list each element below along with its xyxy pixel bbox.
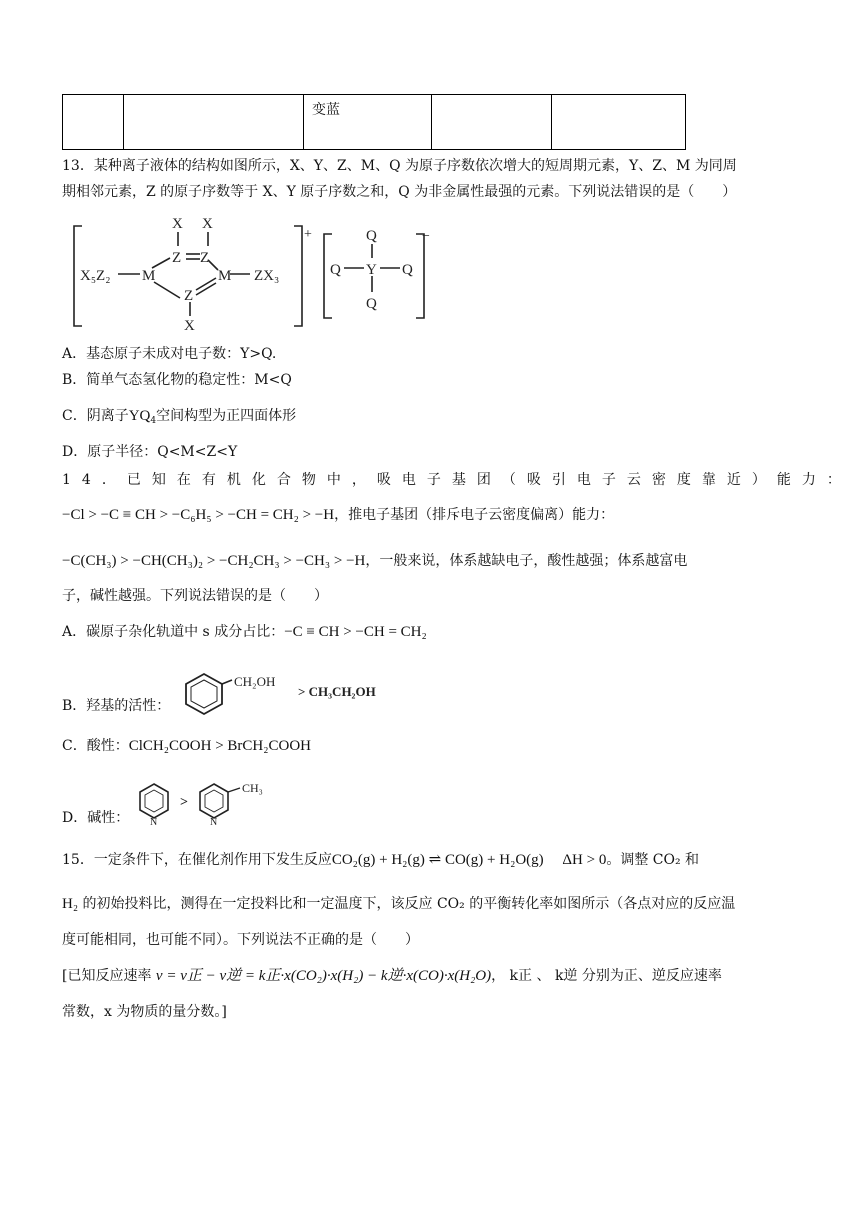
q15-stem-line2 (62, 894, 735, 914)
q13-option-c-formula: YQ (128, 408, 151, 424)
q15-line4-text: [已知反应速率 (62, 968, 156, 984)
q13-stem-line2: 期相邻元素，Z 的原子序数等于 X、Y 原子序数之和，Q 为非金属性最强的元素。下列说法错误的是（ ） (62, 184, 737, 200)
svg-text:> CH₃CH₂OH: > CH₃CH₂OH (298, 684, 376, 699)
svg-text:ZX₃: ZX₃ (254, 268, 280, 284)
svg-text:X: X (184, 318, 195, 334)
q15-rate-equation: v = v正 − v逆 = k正·x(CO₂)·x(H₂) − k逆·x(CO)·x(H₂O) (155, 968, 492, 984)
svg-text:Q: Q (366, 228, 377, 244)
q14-option-c-label: C．酸性： (62, 738, 129, 754)
q14-line3-text: ，一般来说，体系越缺电子，酸性越强；体系越富电 (365, 553, 688, 569)
svg-text:X₅Z₂: X₅Z₂ (80, 268, 111, 284)
q14-stem-line3 (62, 551, 687, 571)
q13-option-c-text: 空间构型为正四面体形 (156, 408, 297, 424)
svg-text:−: − (422, 229, 430, 244)
q15-reaction-equation: CO₂(g) + H₂(g) ⇌ CO(g) + H₂O(g) ΔH > 0 (331, 852, 607, 868)
q15-stem-line4 (62, 966, 722, 986)
q13-option-c-subscript: 4 (150, 416, 157, 426)
anion-bracket-right (416, 234, 424, 318)
q13-ionic-liquid-structure-figure (68, 210, 438, 336)
svg-text:N: N (210, 817, 218, 826)
svg-text:Z: Z (184, 288, 194, 304)
svg-text:M: M (218, 268, 232, 284)
svg-text:X: X (202, 216, 213, 232)
svg-text:CH₂OH: CH₂OH (234, 674, 276, 689)
svg-text:Q: Q (402, 262, 413, 278)
q14-option-c (62, 736, 311, 756)
q14-option-c-formula: ClCH₂COOH > BrCH₂COOH (128, 738, 311, 754)
q14-option-b-figure (172, 668, 402, 718)
svg-text:Z: Z (200, 250, 210, 266)
q14-stem-line4: 子，碱性越强。下列说法错误的是（ ） (62, 588, 328, 604)
svg-text:>: > (180, 795, 188, 810)
svg-text:Q: Q (366, 296, 377, 312)
q13-option-d: D．原子半径：Q<M<Z<Y (62, 444, 238, 460)
table-divider (123, 95, 124, 149)
svg-text:+: + (304, 227, 312, 242)
svg-text:Y: Y (366, 262, 377, 278)
q14-option-d-label: D．碱性： (62, 810, 130, 826)
q15-h2-formula: H₂ (62, 896, 79, 912)
q14-option-a-formula: −C ≡ CH > −CH = CH₂ (284, 624, 427, 640)
svg-text:X: X (172, 216, 183, 232)
q13-stem-line1: 13．某种离子液体的结构如图所示，X、Y、Z、M、Q 为原子序数依次增大的短周期元素，Y、Z、M 为同周 (62, 158, 737, 174)
q14-stem-line1: 14．已知在有机化合物中，吸电子基团（吸引电子云密度靠近）能力： (62, 472, 852, 488)
svg-text:CH₃: CH₃ (242, 781, 263, 795)
q14-line2-text: ，推电子基团（排斥电子云密度偏离）能力： (334, 507, 615, 523)
q15-line4-tail: ， k正 、 k逆 分别为正、逆反应速率 (491, 968, 722, 984)
q14-option-d-figure (136, 776, 276, 826)
q14-withdrawing-groups-formula: −Cl > −C ≡ CH > −C₆H₅ > −CH = CH₂ > −H (62, 507, 335, 523)
table-fragment (62, 94, 686, 150)
q15-line1-text: 15．一定条件下，在催化剂作用下发生反应 (62, 852, 332, 868)
q14-stem-line2 (62, 505, 614, 525)
table-divider (303, 95, 304, 149)
q14-option-b-label: B．羟基的活性： (62, 698, 171, 714)
svg-text:M: M (142, 268, 156, 284)
q13-option-a: A．基态原子未成对电子数：Y>Q. (62, 346, 277, 362)
q15-stem-line1 (62, 850, 699, 870)
q15-line2-text: 的初始投料比，测得在一定投料比和一定温度下，该反应 CO₂ 的平衡转化率如图所示（各点对应的反应温 (78, 896, 736, 912)
q13-option-b: B．简单气态氢化物的稳定性：M<Q (62, 372, 292, 388)
table-divider (431, 95, 432, 149)
q15-stem-line3: 度可能相同，也可能不同）。下列说法不正确的是（ ） (62, 932, 419, 948)
q14-option-a (62, 622, 427, 642)
q13-option-c-label: C．阴离子 (62, 408, 129, 424)
svg-text:N: N (150, 817, 158, 826)
q14-option-a-label: A．碳原子杂化轨道中 s 成分占比： (62, 624, 285, 640)
cation-bracket-right (294, 226, 302, 326)
svg-text:Z: Z (172, 250, 182, 266)
q14-donating-groups-formula: −C(CH₃) > −CH(CH₃)₂ > −CH₂CH₃ > −CH₃ > −H (62, 553, 366, 569)
table-cell-text: 变蓝 (312, 102, 340, 118)
q15-stem-line5: 常数，x 为物质的量分数。] (62, 1004, 227, 1020)
svg-text:Q: Q (330, 262, 341, 278)
table-divider (551, 95, 552, 149)
q13-option-c (62, 406, 296, 431)
q15-line1-tail: 。调整 CO₂ 和 (606, 852, 700, 868)
